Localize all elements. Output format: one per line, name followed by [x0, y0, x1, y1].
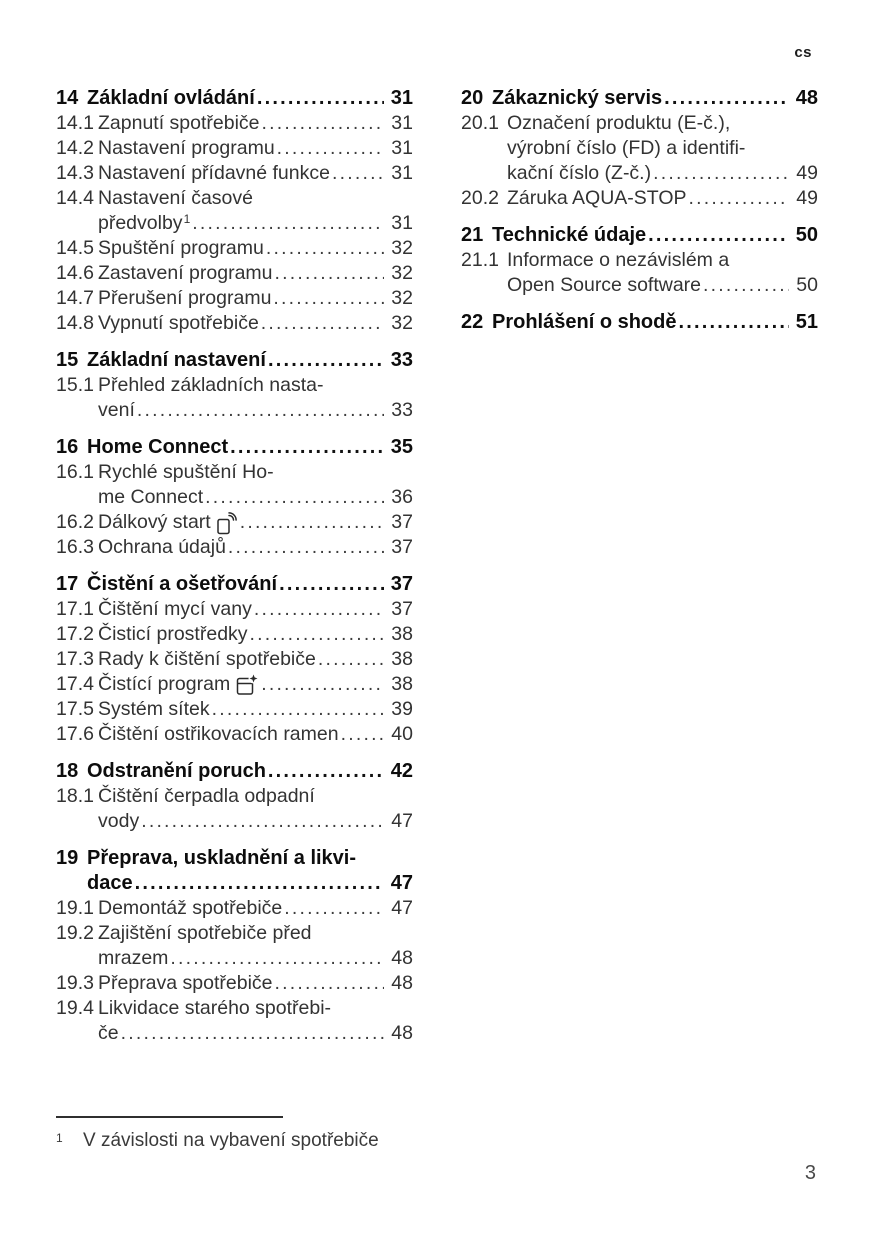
- toc-number: 14: [56, 87, 79, 109]
- toc-number: 16.1: [56, 461, 94, 483]
- toc-section-heading-line: [461, 86, 818, 111]
- dot-leader: [257, 86, 384, 111]
- toc-title-line: Vypnutí spotřebiče: [98, 312, 259, 334]
- toc-page-ref: 38: [391, 648, 413, 670]
- footnote-text: V závislosti na vybavení spotřebiče: [83, 1130, 379, 1151]
- toc-section: [56, 348, 413, 423]
- dot-leader: [268, 348, 384, 373]
- toc-number: 18.1: [56, 785, 94, 807]
- toc-title-line: Spuštění programu: [98, 237, 264, 259]
- toc-section-heading-line: [56, 846, 413, 871]
- toc-number: 19.2: [56, 922, 94, 944]
- toc-number: 17.1: [56, 598, 94, 620]
- toc-number: [56, 946, 98, 971]
- footnote-reference: 1: [183, 212, 191, 226]
- toc-page-ref: 48: [391, 972, 413, 994]
- toc-entry-line: [56, 597, 413, 622]
- toc-column-right: [461, 86, 818, 1046]
- toc-title-line: dace: [87, 872, 133, 894]
- toc-number: [56, 871, 87, 896]
- toc-number: [461, 273, 507, 298]
- dot-leader: [262, 111, 384, 136]
- toc-section-heading-line: [56, 86, 413, 111]
- toc-entry-line: [56, 809, 413, 834]
- toc-section: [56, 86, 413, 336]
- dot-leader: [230, 435, 384, 460]
- toc-entry-line: [56, 111, 413, 136]
- toc-number: 14.7: [56, 287, 94, 309]
- toc-page-ref: 31: [390, 87, 413, 109]
- toc-title-line: me Connect: [98, 486, 204, 508]
- toc-title-line: Zákaznický servis: [492, 87, 663, 109]
- toc-number: 19.3: [56, 972, 94, 994]
- toc-entry-line: [56, 946, 413, 971]
- toc-section: [56, 572, 413, 747]
- toc-number: [56, 398, 98, 423]
- toc-page-ref: 50: [795, 224, 818, 246]
- toc-entry-line: [56, 622, 413, 647]
- toc-title-line: kační číslo (Z-č.): [507, 162, 652, 184]
- toc-page-ref: 51: [795, 311, 818, 333]
- toc-entry-line: [56, 311, 413, 336]
- toc-title-line: Prohlášení o shodě: [492, 311, 677, 333]
- toc-title-line: vody: [98, 810, 140, 832]
- dot-leader: [273, 286, 384, 311]
- toc-entry-line: [56, 996, 413, 1021]
- dot-leader: [170, 946, 384, 971]
- toc-page-ref: 48: [391, 947, 413, 969]
- toc-page-ref: 33: [391, 399, 413, 421]
- toc-title-line: Home Connect: [87, 436, 229, 458]
- toc-column-left: [56, 86, 413, 1046]
- toc-title-line: Systém sítek: [98, 698, 210, 720]
- toc-entry-line: [56, 647, 413, 672]
- toc-entry-line: [56, 697, 413, 722]
- toc-title-line: Přeprava, uskladnění a likvi-: [87, 847, 357, 869]
- toc-entry-line: [56, 485, 413, 510]
- toc-entry-line: [56, 722, 413, 747]
- toc-title-line: Čištění čerpadla odpadní: [98, 785, 315, 807]
- toc-entry-line: [56, 896, 413, 921]
- dot-leader: [240, 510, 384, 535]
- dot-leader: [332, 161, 384, 186]
- dot-leader: [275, 261, 384, 286]
- toc-entry-line: [56, 535, 413, 560]
- dot-leader: [341, 722, 384, 747]
- dot-leader: [648, 223, 789, 248]
- toc-page-ref: 42: [390, 760, 413, 782]
- toc-entry-line: [56, 672, 413, 697]
- toc-title-line: Základní nastavení: [87, 349, 266, 371]
- toc-section-heading-line: [56, 759, 413, 784]
- toc-number: 20.2: [461, 187, 499, 209]
- toc-title-line: Nastavení přídavné funkce: [98, 162, 330, 184]
- toc-entry-line: [56, 136, 413, 161]
- toc-number: 17: [56, 573, 79, 595]
- toc-number: [461, 161, 507, 186]
- toc-title-line: Dálkový start: [98, 511, 211, 533]
- footnote-marker: 1: [56, 1131, 63, 1145]
- toc-number: 14.4: [56, 187, 94, 209]
- toc-page-ref: 36: [391, 486, 413, 508]
- dot-leader: [279, 572, 384, 597]
- toc-title-line: Zastavení programu: [98, 262, 273, 284]
- toc-title-line: Likvidace starého spotřebi-: [98, 997, 332, 1019]
- toc-section-heading-line: [461, 223, 818, 248]
- toc-number: 19.4: [56, 997, 94, 1019]
- toc-title-line: Přeprava spotřebiče: [98, 972, 273, 994]
- dot-leader: [678, 310, 789, 335]
- toc-entry-line: [56, 373, 413, 398]
- page-number: 3: [804, 1162, 816, 1184]
- toc-number: 14.2: [56, 137, 94, 159]
- toc-page-ref: 32: [391, 287, 413, 309]
- toc-page-ref: 47: [391, 897, 413, 919]
- remote-start-icon: [216, 510, 237, 535]
- toc-title-line: mrazem: [98, 947, 169, 969]
- toc-section: [461, 86, 818, 211]
- dot-leader: [135, 871, 384, 896]
- toc-section-heading-line: [56, 435, 413, 460]
- toc-page-ref: 37: [391, 511, 413, 533]
- dot-leader: [205, 485, 384, 510]
- dot-leader: [664, 86, 789, 111]
- toc-section-heading-line: [56, 871, 413, 896]
- toc-number: [56, 1021, 98, 1046]
- toc-page-ref: 39: [391, 698, 413, 720]
- toc-entry-line: [56, 186, 413, 211]
- toc: [56, 86, 818, 1046]
- toc-title-line: Záruka AQUA-STOP: [507, 187, 687, 209]
- toc-number: 17.4: [56, 673, 94, 695]
- toc-title-line: Technické údaje: [492, 224, 647, 246]
- toc-page-ref: 37: [390, 573, 413, 595]
- toc-number: [56, 485, 98, 510]
- toc-title-line: Přerušení programu: [98, 287, 272, 309]
- toc-page-ref: 32: [391, 312, 413, 334]
- toc-number: 14.1: [56, 112, 94, 134]
- toc-number: 14.5: [56, 237, 94, 259]
- toc-entry-line: [461, 161, 818, 186]
- toc-entry-line: [461, 111, 818, 136]
- cleaning-program-icon: [235, 672, 258, 697]
- toc-entry-line: [56, 236, 413, 261]
- toc-page-ref: 35: [390, 436, 413, 458]
- toc-title-line: Čistící program: [98, 673, 231, 695]
- toc-title-line: Rady k čištění spotřebiče: [98, 648, 316, 670]
- toc-entry-line: [56, 261, 413, 286]
- toc-number: 22: [461, 311, 484, 333]
- toc-section-heading-line: [56, 572, 413, 597]
- dot-leader: [192, 211, 384, 236]
- toc-page-ref: 47: [390, 872, 413, 894]
- toc-title-line: Čisticí prostředky: [98, 623, 248, 645]
- dot-leader: [277, 136, 384, 161]
- toc-number: 16: [56, 436, 79, 458]
- toc-title-line: Nastavení programu: [98, 137, 275, 159]
- toc-page-ref: 38: [391, 673, 413, 695]
- toc-page-ref: 31: [391, 112, 413, 134]
- dot-leader: [284, 896, 384, 921]
- toc-entry-line: [56, 286, 413, 311]
- dot-leader: [261, 672, 384, 697]
- toc-section: [56, 435, 413, 560]
- toc-page-ref: 32: [391, 237, 413, 259]
- dot-leader: [266, 236, 384, 261]
- toc-page-ref: 40: [391, 723, 413, 745]
- toc-number: 18: [56, 760, 79, 782]
- toc-entry-line: [461, 186, 818, 211]
- toc-page-ref: 47: [391, 810, 413, 832]
- toc-page-ref: 50: [796, 274, 818, 296]
- toc-number: 14.6: [56, 262, 94, 284]
- dot-leader: [318, 647, 384, 672]
- dot-leader: [275, 971, 384, 996]
- toc-entry-line: [461, 248, 818, 273]
- toc-title-line: výrobní číslo (FD) a identifi-: [507, 137, 746, 159]
- toc-entry-line: [56, 510, 413, 535]
- toc-page-ref: 31: [391, 212, 413, 234]
- dot-leader: [228, 535, 384, 560]
- dot-leader: [141, 809, 384, 834]
- toc-page-ref: 31: [391, 162, 413, 184]
- toc-title-line: Rychlé spuštění Ho-: [98, 461, 274, 483]
- toc-number: 20.1: [461, 112, 499, 134]
- toc-number: 17.6: [56, 723, 94, 745]
- toc-number: 17.2: [56, 623, 94, 645]
- toc-title-line: Čištění mycí vany: [98, 598, 252, 620]
- toc-page-ref: 37: [391, 536, 413, 558]
- dot-leader: [653, 161, 789, 186]
- toc-title-line: Čištění ostřikovacích ramen: [98, 723, 339, 745]
- toc-title-line: Čistění a ošetřování: [87, 573, 278, 595]
- toc-section: [461, 223, 818, 298]
- toc-page-ref: 48: [391, 1022, 413, 1044]
- toc-section-heading-line: [56, 348, 413, 373]
- toc-title-line: Přehled základních nasta-: [98, 374, 324, 396]
- dot-leader: [137, 398, 384, 423]
- toc-title-line: vení: [98, 399, 135, 421]
- dot-leader: [689, 186, 789, 211]
- toc-title-line: Ochrana údajů: [98, 536, 226, 558]
- dot-leader: [250, 622, 384, 647]
- toc-entry-line: [56, 460, 413, 485]
- toc-title-line: Zajištění spotřebiče před: [98, 922, 312, 944]
- toc-title-line: Zapnutí spotřebiče: [98, 112, 260, 134]
- toc-number: 15: [56, 349, 79, 371]
- toc-number: 14.3: [56, 162, 94, 184]
- toc-page-ref: 49: [796, 162, 818, 184]
- dot-leader: [268, 759, 384, 784]
- toc-entry-line: [461, 136, 818, 161]
- toc-number: 20: [461, 87, 484, 109]
- toc-entry-line: [56, 1021, 413, 1046]
- toc-page-ref: 33: [390, 349, 413, 371]
- toc-number: 16.3: [56, 536, 94, 558]
- toc-page-ref: 37: [391, 598, 413, 620]
- toc-title-line: Demontáž spotřebiče: [98, 897, 283, 919]
- toc-entry-line: [461, 273, 818, 298]
- toc-title-line: Informace o nezávislém a: [507, 249, 730, 271]
- dot-leader: [703, 273, 789, 298]
- toc-number: [461, 136, 507, 161]
- language-tag: cs: [794, 44, 812, 61]
- toc-number: 21: [461, 224, 484, 246]
- toc-entry-line: [56, 971, 413, 996]
- dot-leader: [212, 697, 384, 722]
- dot-leader: [121, 1021, 384, 1046]
- footnote-divider: [56, 1116, 283, 1118]
- toc-page-ref: 48: [795, 87, 818, 109]
- toc-title-line: če: [98, 1022, 119, 1044]
- toc-title-line: Open Source software: [507, 274, 702, 296]
- toc-title-line: Označení produktu (E-č.),: [507, 112, 731, 134]
- toc-page-ref: 38: [391, 623, 413, 645]
- footnote: [56, 1128, 456, 1154]
- toc-title-line: Základní ovládání: [87, 87, 255, 109]
- toc-section: [56, 846, 413, 1046]
- toc-entry-line: [56, 211, 413, 236]
- toc-title-line: předvolby: [98, 212, 183, 234]
- toc-entry-line: [56, 161, 413, 186]
- toc-title-line: Nastavení časové: [98, 187, 254, 209]
- toc-section: [56, 759, 413, 834]
- toc-number: 17.3: [56, 648, 94, 670]
- toc-number: 17.5: [56, 698, 94, 720]
- toc-section: [461, 310, 818, 335]
- toc-number: [56, 211, 98, 236]
- toc-page-ref: 49: [796, 187, 818, 209]
- toc-entry-line: [56, 398, 413, 423]
- toc-number: 16.2: [56, 511, 94, 533]
- toc-title-line: Odstranění poruch: [87, 760, 266, 782]
- toc-section-heading-line: [461, 310, 818, 335]
- toc-number: 21.1: [461, 249, 499, 271]
- toc-page-ref: 32: [391, 262, 413, 284]
- dot-leader: [261, 311, 384, 336]
- toc-number: 19: [56, 847, 79, 869]
- toc-entry-line: [56, 921, 413, 946]
- toc-entry-line: [56, 784, 413, 809]
- dot-leader: [254, 597, 384, 622]
- toc-number: [56, 809, 98, 834]
- toc-number: 14.8: [56, 312, 94, 334]
- toc-number: 15.1: [56, 374, 94, 396]
- toc-number: 19.1: [56, 897, 94, 919]
- toc-page-ref: 31: [391, 137, 413, 159]
